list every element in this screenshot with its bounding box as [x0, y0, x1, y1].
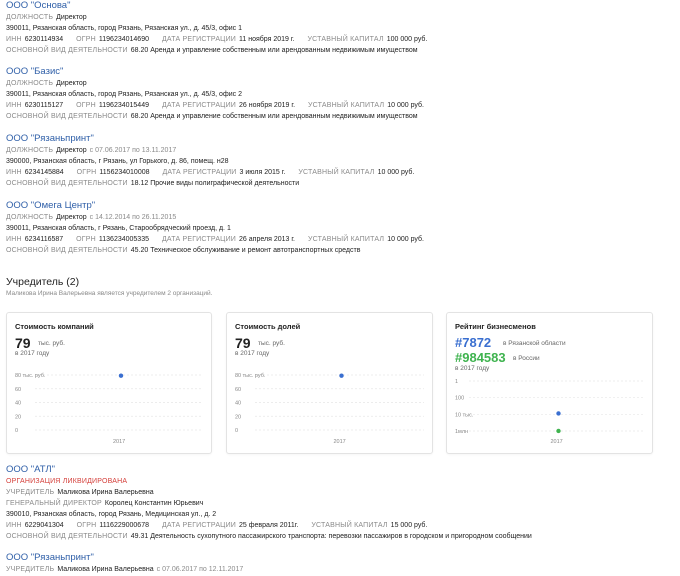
y-tick-label: 20: [235, 414, 242, 421]
company-name-link[interactable]: ООО "Базис": [6, 66, 64, 77]
company-name-link[interactable]: ООО "АТЛ": [6, 464, 55, 475]
founder-value: Маликова Ирина Валерьевна: [57, 489, 154, 496]
activity-value: 49.31 Деятельность сухопутного пассажирского транспорта: перевозки пассажиров в городском и пригородном сообщении: [130, 533, 532, 540]
data-point: [556, 411, 560, 415]
inn-label: ИНН: [6, 36, 22, 43]
reg-date-value: 26 ноября 2019 г.: [239, 102, 296, 109]
inn-label: ИНН: [6, 102, 22, 109]
shares-value-card: [226, 312, 433, 454]
general-director-label: ГЕНЕРАЛЬНЫЙ ДИРЕКТОР: [6, 500, 102, 507]
y-tick-label: 10 тыс.: [455, 412, 474, 419]
y-tick-label: 80 тыс. руб.: [15, 373, 46, 379]
y-tick-label: 80 тыс. руб.: [235, 373, 266, 379]
value-number: 79: [15, 335, 31, 351]
companies-value-card: [6, 312, 212, 454]
founders-section-title: Учредитель (2): [6, 276, 80, 288]
reg-date-value: 26 апреля 2013 г.: [239, 236, 295, 243]
activity-label: ОСНОВНОЙ ВИД ДЕЯТЕЛЬНОСТИ: [6, 47, 128, 54]
y-tick-label: 60: [15, 386, 22, 393]
x-tick-label: 2017: [550, 439, 563, 445]
inn-value: 6230115127: [24, 102, 64, 109]
company-name-link[interactable]: ООО "Рязаньпринт": [6, 552, 94, 563]
role-value: Директор: [56, 147, 87, 154]
role-value: Директор: [56, 14, 87, 21]
reg-date-value: 3 июля 2015 г.: [239, 169, 286, 176]
y-tick-label: 1млн: [455, 429, 469, 435]
company-card-osnova: [6, 0, 674, 56]
activity-label: ОСНОВНОЙ ВИД ДЕЯТЕЛЬНОСТИ: [6, 247, 128, 254]
shares-value-chart: [227, 365, 434, 455]
role-label: ДОЛЖНОСТЬ: [6, 147, 54, 154]
ogrn-label: ОГРН: [76, 169, 97, 176]
capital-label: УСТАВНЫЙ КАПИТАЛ: [307, 236, 385, 243]
inn-value: 6229041304: [24, 522, 64, 529]
founder-label: УЧРЕДИТЕЛЬ: [6, 566, 55, 573]
activity-label: ОСНОВНОЙ ВИД ДЕЯТЕЛЬНОСТИ: [6, 533, 128, 540]
y-tick-label: 0: [15, 428, 19, 434]
inn-value: 6234116587: [24, 236, 64, 243]
y-tick-label: 60: [235, 386, 242, 393]
reg-date-label: ДАТА РЕГИСТРАЦИИ: [162, 169, 237, 176]
y-tick-label: 100: [455, 395, 465, 402]
capital-label: УСТАВНЫЙ КАПИТАЛ: [307, 102, 385, 109]
role-label: ДОЛЖНОСТЬ: [6, 14, 54, 21]
capital-value: 10 000 руб.: [387, 236, 424, 243]
y-tick-label: 20: [15, 414, 22, 421]
rating-chart: [447, 375, 654, 453]
company-card-bazis: [6, 66, 674, 122]
card-title: Стоимость долей: [235, 322, 301, 331]
company-name-link[interactable]: ООО "Рязаньпринт": [6, 133, 94, 144]
value-year: в 2017 году: [15, 350, 50, 357]
value-unit: тыс. руб.: [258, 340, 285, 347]
x-tick-label: 2017: [113, 439, 126, 445]
inn-value: 6234145884: [24, 169, 64, 176]
ogrn-value: 1116229000678: [99, 522, 149, 529]
inn-label: ИНН: [6, 236, 22, 243]
company-card-ryazanprint-founder: [6, 552, 674, 575]
value-year: в 2017 году: [235, 350, 270, 357]
role-value: Директор: [56, 80, 87, 87]
founders-section-subtitle: Маликова Ирина Валерьевна является учредителем 2 организаций.: [6, 290, 213, 297]
capital-label: УСТАВНЫЙ КАПИТАЛ: [311, 522, 388, 529]
ogrn-label: ОГРН: [76, 36, 96, 43]
ogrn-value: 1196234015449: [98, 102, 149, 109]
activity-label: ОСНОВНОЙ ВИД ДЕЯТЕЛЬНОСТИ: [6, 180, 128, 187]
reg-date-value: 11 ноября 2019 г.: [239, 36, 295, 43]
role-label: ДОЛЖНОСТЬ: [6, 214, 54, 221]
ogrn-label: ОГРН: [76, 102, 96, 109]
ogrn-value: 1196234014690: [98, 36, 149, 43]
inn-label: ИНН: [6, 169, 22, 176]
region-rank-label: в Рязанской области: [503, 340, 566, 347]
company-name-link[interactable]: ООО "Омега Центр": [6, 200, 96, 211]
country-rank: #984583: [455, 350, 506, 365]
activity-value: 18.12 Прочие виды полиграфической деятельности: [130, 180, 300, 187]
rating-year: в 2017 году: [455, 365, 490, 372]
y-tick-label: 40: [235, 400, 242, 407]
data-point: [119, 373, 123, 377]
company-card-omega-center: [6, 200, 674, 256]
reg-date-label: ДАТА РЕГИСТРАЦИИ: [161, 522, 237, 529]
value-number: 79: [235, 335, 251, 351]
companies-value-chart: [7, 365, 213, 455]
x-tick-label: 2017: [333, 439, 346, 445]
role-label: ДОЛЖНОСТЬ: [6, 80, 54, 87]
y-tick-label: 0: [235, 428, 239, 434]
company-address: 390011, Рязанская область, г Рязань, Старообрядческий проезд, д. 1: [6, 225, 231, 232]
ogrn-label: ОГРН: [76, 522, 97, 529]
reg-date-value: 25 февраля 2011г.: [239, 522, 299, 529]
reg-date-label: ДАТА РЕГИСТРАЦИИ: [161, 102, 237, 109]
founder-label: УЧРЕДИТЕЛЬ: [6, 489, 55, 496]
businessman-rating-card: [446, 312, 653, 454]
value-unit: тыс. руб.: [38, 340, 65, 347]
role-period: с 07.06.2017 по 13.11.2017: [89, 147, 177, 154]
capital-value: 10 000 руб.: [387, 102, 424, 109]
region-rank: #7872: [455, 335, 492, 350]
activity-value: 68.20 Аренда и управление собственным или арендованным недвижимым имуществом: [130, 47, 418, 54]
founder-period: с 07.06.2017 по 12.11.2017: [156, 566, 244, 573]
y-tick-label: 1: [455, 379, 459, 385]
card-title: Стоимость компаний: [15, 322, 94, 331]
role-value: Директор: [56, 214, 87, 221]
activity-value: 68.20 Аренда и управление собственным или арендованным недвижимым имуществом: [130, 113, 418, 120]
y-tick-label: 40: [15, 400, 22, 407]
reg-date-label: ДАТА РЕГИСТРАЦИИ: [161, 36, 237, 43]
capital-value: 100 000 руб.: [386, 36, 428, 43]
company-name-link[interactable]: ООО "Основа": [6, 0, 71, 11]
capital-value: 15 000 руб.: [390, 522, 428, 529]
country-rank-label: в России: [513, 355, 540, 362]
company-address: 390011, Рязанская область, город Рязань, Рязанская ул., д. 45/3, офис 2: [6, 91, 242, 98]
capital-value: 10 000 руб.: [377, 169, 415, 176]
role-period: с 14.12.2014 по 26.11.2015: [89, 214, 177, 221]
capital-label: УСТАВНЫЙ КАПИТАЛ: [298, 169, 375, 176]
company-address: 390010, Рязанская область, город Рязань, Медицинская ул., д. 2: [6, 511, 217, 518]
activity-label: ОСНОВНОЙ ВИД ДЕЯТЕЛЬНОСТИ: [6, 113, 128, 120]
liquidated-status: ОРГАНИЗАЦИЯ ЛИКВИДИРОВАНА: [6, 478, 128, 485]
card-title: Рейтинг бизнесменов: [455, 322, 536, 331]
data-point: [339, 373, 343, 377]
company-address: 390000, Рязанская область, г Рязань, ул Горького, д. 86, помещ. н28: [6, 158, 229, 165]
capital-label: УСТАВНЫЙ КАПИТАЛ: [307, 36, 384, 43]
inn-label: ИНН: [6, 522, 22, 529]
general-director-value: Королец Константин Юрьевич: [104, 500, 204, 507]
ogrn-value: 1136234005335: [98, 236, 149, 243]
company-card-ryazanprint: [6, 133, 674, 189]
reg-date-label: ДАТА РЕГИСТРАЦИИ: [161, 236, 237, 243]
ogrn-label: ОГРН: [76, 236, 96, 243]
inn-value: 6230114934: [24, 36, 64, 43]
ogrn-value: 1156234010008: [99, 169, 150, 176]
activity-value: 45.20 Техническое обслуживание и ремонт автотранспортных средств: [130, 247, 361, 254]
founder-value: Маликова Ирина Валерьевна: [57, 566, 154, 573]
company-card-atl: [6, 464, 674, 542]
data-point: [556, 429, 560, 433]
company-address: 390011, Рязанская область, город Рязань, Рязанская ул., д. 45/3, офис 1: [6, 25, 242, 32]
